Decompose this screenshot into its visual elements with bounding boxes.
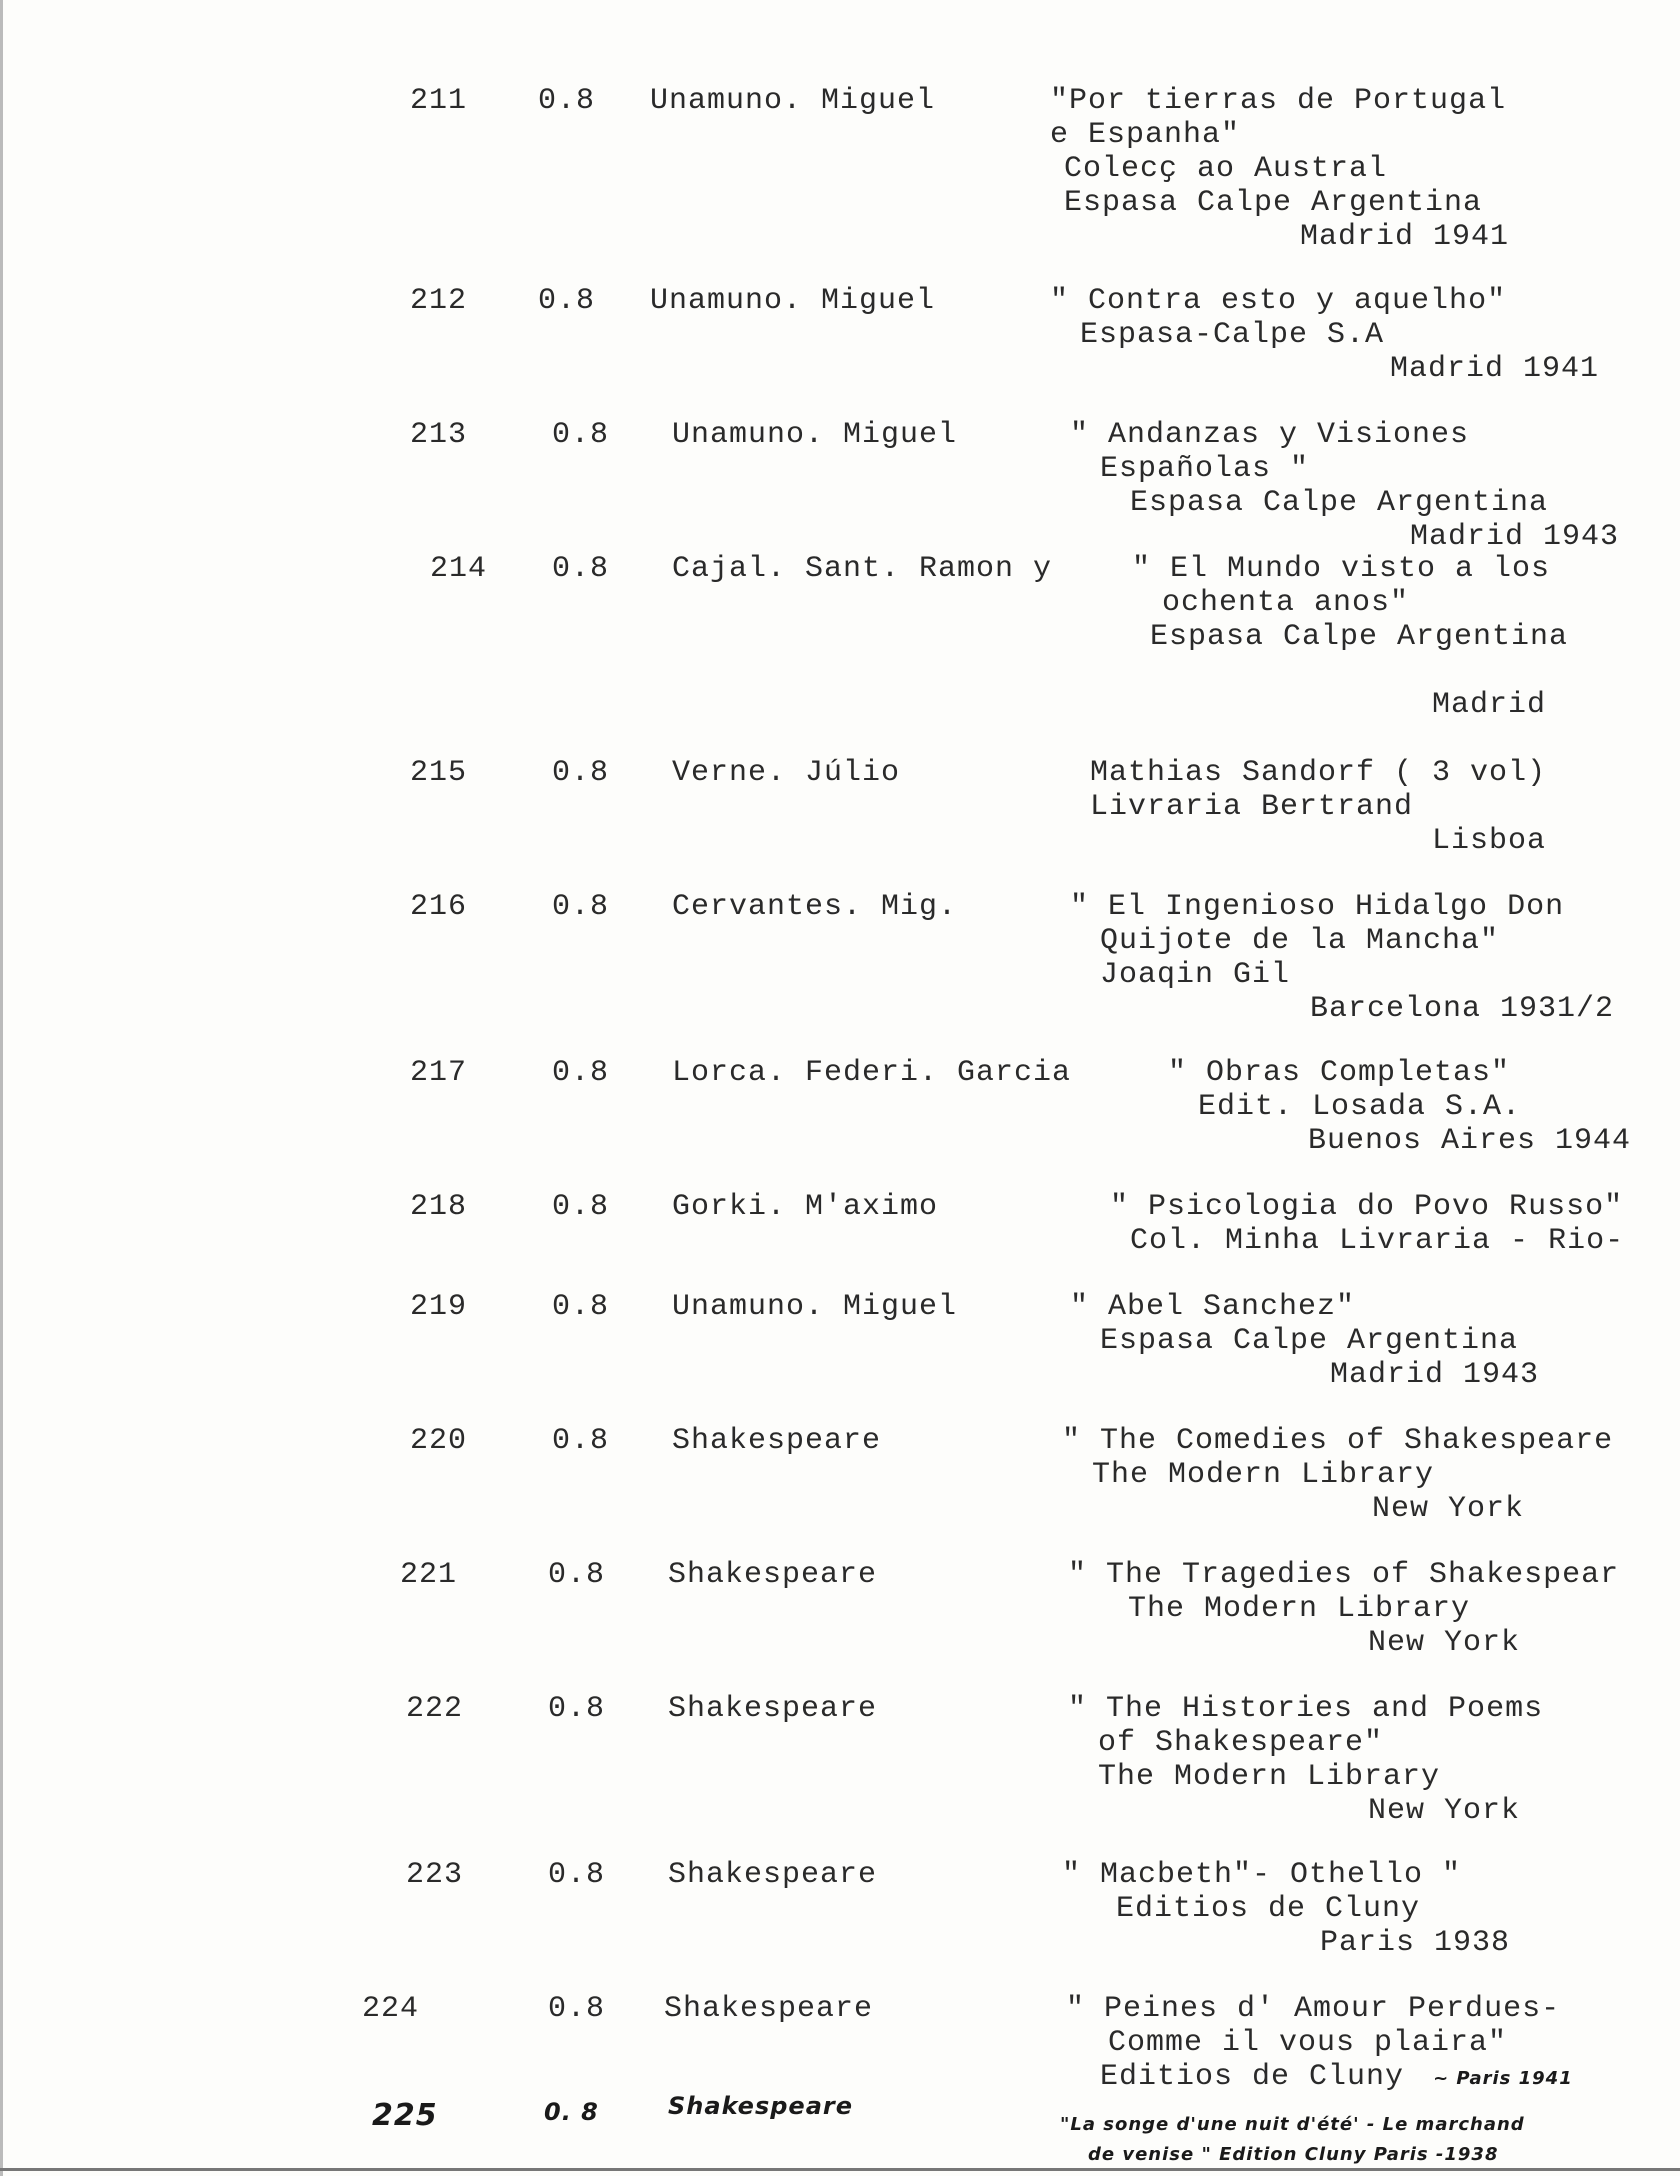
title-line: " The Comedies of Shakespeare [1062, 1424, 1614, 1458]
title-line: Espasa Calpe Argentina [1130, 486, 1549, 520]
title-line: Espasa Calpe Argentina [1064, 186, 1483, 220]
title-line: Madrid [1432, 688, 1547, 722]
handwritten-note: ~ Paris 1941 [1433, 2068, 1573, 2089]
title-line: "Por tierras de Portugal [1050, 84, 1507, 118]
title-line: " Peines d' Amour Perdues- [1066, 1992, 1561, 2026]
entry-title-block [1050, 84, 1509, 254]
title-line: " Obras Completas" [1168, 1056, 1511, 1090]
entry-number: 213 [410, 418, 468, 452]
entry-author: Unamuno. Miguel [672, 418, 958, 452]
title-line: Madrid 1941 [1390, 352, 1600, 386]
title-line: Quijote de la Mancha" [1100, 924, 1500, 958]
title-line: New York [1368, 1626, 1521, 1660]
entry-author: Shakespeare [672, 1424, 882, 1458]
entry-number: 222 [406, 1692, 464, 1726]
title-line: " Abel Sanchez" [1070, 1290, 1356, 1324]
entry-author: Lorca. Federi. Garcia [672, 1056, 1072, 1090]
title-line: Paris 1938 [1320, 1926, 1511, 1960]
title-line [1066, 2060, 1573, 2096]
entry-price: 0.8 [552, 890, 610, 924]
entry-number: 216 [410, 890, 468, 924]
title-line: New York [1372, 1492, 1525, 1526]
entry-number: 220 [410, 1424, 468, 1458]
title-line: Madrid 1941 [1300, 220, 1510, 254]
entry-price: 0.8 [538, 84, 596, 118]
title-line: Barcelona 1931/2 [1310, 992, 1615, 1026]
title-line: Espasa Calpe Argentina [1150, 620, 1569, 654]
title-line: Lisboa [1432, 824, 1547, 858]
entry-price: 0.8 [548, 1692, 606, 1726]
title-line: Madrid 1943 [1330, 1358, 1540, 1392]
entry-title-block [1070, 1290, 1539, 1392]
entry-price: 0.8 [548, 1992, 606, 2026]
entry-number: 224 [362, 1992, 420, 2026]
title-line: Espasa-Calpe S.A [1080, 318, 1385, 352]
handwritten-title-block [1060, 2110, 1525, 2170]
entry-author: Unamuno. Miguel [672, 1290, 958, 1324]
entry-price: 0. 8 [544, 2098, 599, 2126]
title-line: Madrid 1943 [1410, 520, 1620, 554]
title-line: " El Mundo visto a los [1132, 552, 1551, 586]
entry-number: 221 [400, 1558, 458, 1592]
entry-title-block [1132, 552, 1568, 722]
entry-price: 0.8 [552, 1424, 610, 1458]
entry-price: 0.8 [552, 1190, 610, 1224]
title-line: " Psicologia do Povo Russo" [1110, 1190, 1624, 1224]
title-line: The Modern Library [1092, 1458, 1435, 1492]
entry-number: 215 [410, 756, 468, 790]
entry-number: 217 [410, 1056, 468, 1090]
title-line: " The Histories and Poems [1068, 1692, 1544, 1726]
title-line: " El Ingenioso Hidalgo Don [1070, 890, 1565, 924]
entry-author: Verne. Júlio [672, 756, 901, 790]
title-line: Comme il vous plaira" [1108, 2026, 1508, 2060]
title-line: " Macbeth"- Othello " [1062, 1858, 1462, 1892]
entry-author: Unamuno. Miguel [650, 84, 936, 118]
title-line: Buenos Aires 1944 [1308, 1124, 1632, 1158]
entry-author: Unamuno. Miguel [650, 284, 936, 318]
title-spacer [1132, 654, 1568, 688]
entry-title-block [1062, 1424, 1613, 1526]
entry-author: Gorki. M'aximo [672, 1190, 939, 1224]
entry-price: 0.8 [552, 1056, 610, 1090]
entry-title-block [1062, 1858, 1510, 1960]
entry-author: Shakespeare [668, 1692, 878, 1726]
entry-number: 211 [410, 84, 468, 118]
entry-title-block [1050, 284, 1599, 386]
entry-title-block [1070, 890, 1614, 1026]
title-line: Livraria Bertrand [1090, 790, 1414, 824]
entry-price: 0.8 [552, 1290, 610, 1324]
title-line: Colecҫ ao Austral [1064, 152, 1388, 186]
entry-title-block [1090, 756, 1546, 858]
entry-author: Cervantes. Mig. [672, 890, 958, 924]
page-left-edge [0, 0, 3, 2176]
entry-title-block [1068, 1558, 1619, 1660]
title-line: Espasa Calpe Argentina [1100, 1324, 1519, 1358]
entry-price: 0.8 [552, 552, 610, 586]
title-line: Editios de Cluny [1116, 1892, 1421, 1926]
entry-author: Shakespeare [668, 1858, 878, 1892]
entry-number: 225 [372, 2098, 438, 2133]
title-line: of Shakespeare" [1098, 1726, 1384, 1760]
entry-price: 0.8 [552, 756, 610, 790]
entry-title-block [1070, 418, 1619, 554]
title-line: Españolas " [1100, 452, 1310, 486]
entry-title-block [1110, 1190, 1624, 1258]
handwritten-title-line: de venise " Edition Cluny Paris -1938 [1088, 2144, 1499, 2165]
title-line: Col. Minha Livraria - Rio- [1130, 1224, 1625, 1258]
handwritten-title-line: "La songe d'une nuit d'été' - Le marchand [1060, 2114, 1525, 2135]
title-line: " Contra esto y aquelho" [1050, 284, 1507, 318]
entry-title-block [1066, 1992, 1573, 2096]
title-line-typed: Editios de Cluny [1100, 2060, 1405, 2094]
title-line: " Andanzas y Visiones [1070, 418, 1470, 452]
entry-number: 223 [406, 1858, 464, 1892]
title-line: Mathias Sandorf ( 3 vol) [1090, 756, 1547, 790]
entry-price: 0.8 [548, 1858, 606, 1892]
entry-author: Shakespeare [668, 2092, 853, 2120]
title-line: e Espanha" [1050, 118, 1241, 152]
title-line: New York [1368, 1794, 1521, 1828]
entry-author: Shakespeare [668, 1558, 878, 1592]
entry-number: 219 [410, 1290, 468, 1324]
entry-title-block [1168, 1056, 1631, 1158]
title-line: " The Tragedies of Shakespear [1068, 1558, 1620, 1592]
entry-number: 212 [410, 284, 468, 318]
title-line: ochenta anos" [1162, 586, 1410, 620]
entry-price: 0.8 [548, 1558, 606, 1592]
entry-price: 0.8 [538, 284, 596, 318]
title-line: Joaqin Gil [1100, 958, 1291, 992]
page-bottom-edge [0, 2168, 1680, 2171]
entry-price: 0.8 [552, 418, 610, 452]
entry-author: Shakespeare [664, 1992, 874, 2026]
title-line: Edit. Losada S.A. [1198, 1090, 1522, 1124]
entry-title-block [1068, 1692, 1543, 1828]
entry-number: 218 [410, 1190, 468, 1224]
entry-number: 214 [430, 552, 488, 586]
title-line: The Modern Library [1128, 1592, 1471, 1626]
title-line: The Modern Library [1098, 1760, 1441, 1794]
entry-author: Cajal. Sant. Ramon y [672, 552, 1053, 586]
